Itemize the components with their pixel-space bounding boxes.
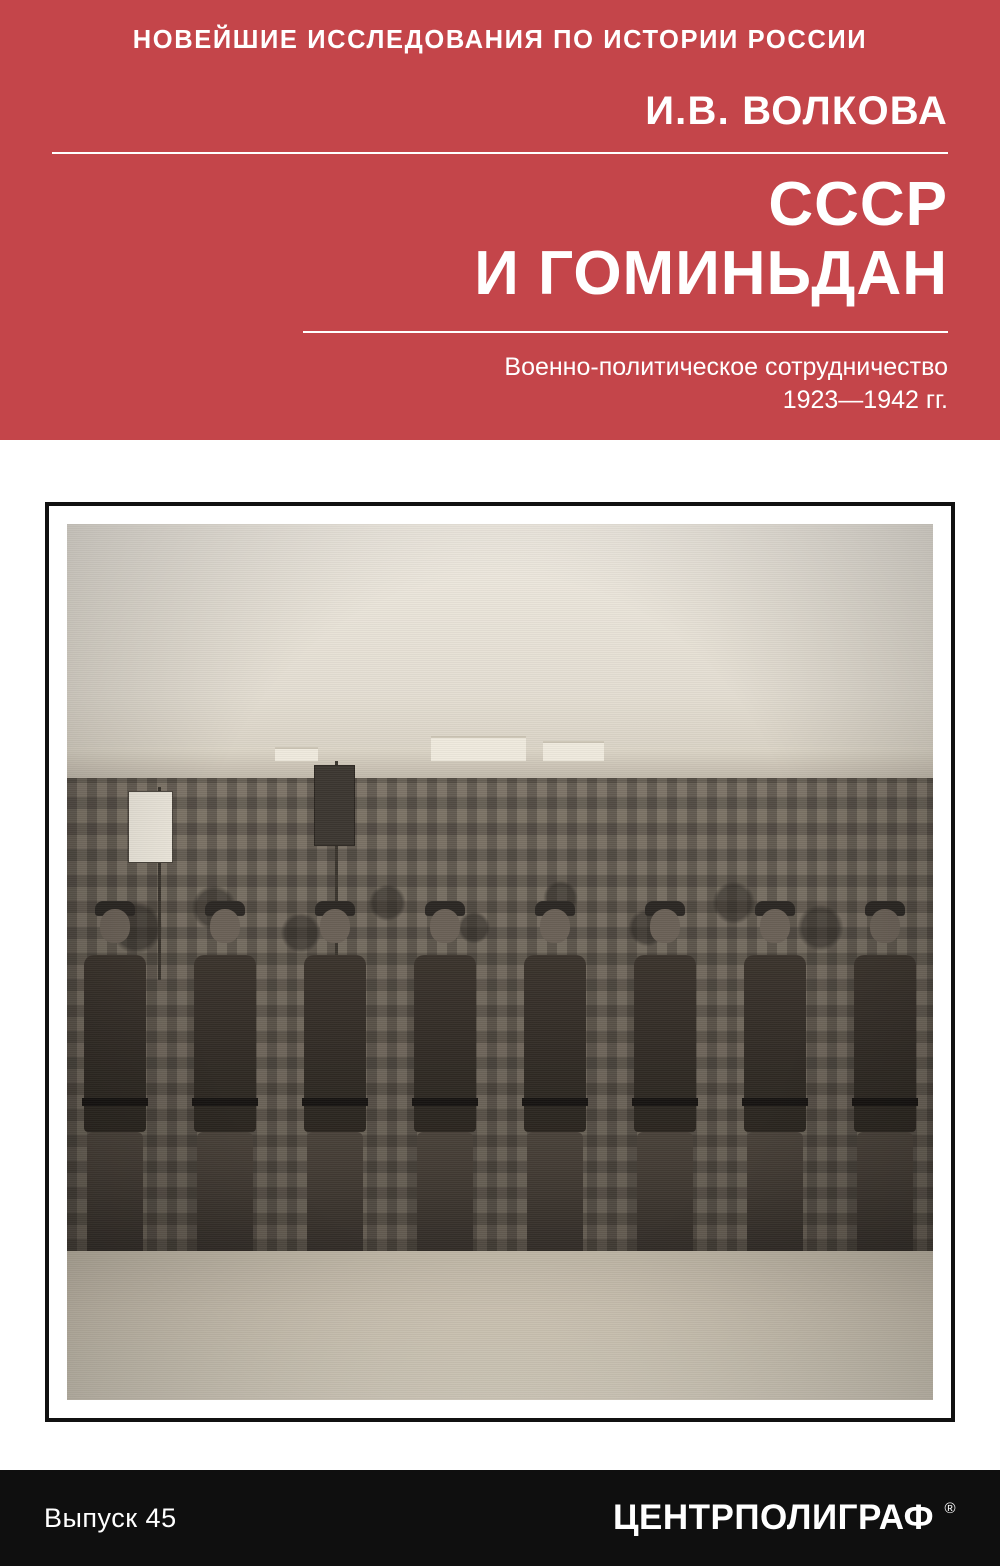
historical-photograph: [67, 524, 933, 1400]
page-title: [52, 170, 948, 309]
photo-sky: [67, 524, 933, 769]
photo-ground: [67, 1251, 933, 1400]
book-title-line-2: И ГОМИНЬДАН: [474, 239, 948, 309]
photo-soldier-belt: [192, 1098, 258, 1106]
registered-trademark-icon: ®: [944, 1500, 956, 1517]
issue-number: Выпуск 45: [44, 1502, 177, 1533]
photo-soldier-belt: [742, 1098, 808, 1106]
photo-soldier-head: [540, 909, 570, 943]
photo-flag: [128, 791, 173, 863]
divider-top: [52, 152, 948, 154]
photo-soldier-head: [100, 909, 130, 943]
photo-soldier-belt: [82, 1098, 148, 1106]
author-name: И.В. ВОЛКОВА: [645, 89, 948, 134]
photo-soldier-head: [870, 909, 900, 943]
photo-soldier-head: [320, 909, 350, 943]
cover-photo-area: [0, 440, 1000, 1470]
photo-soldier-belt: [632, 1098, 698, 1106]
photo-soldier-belt: [852, 1098, 918, 1106]
book-title-line-1: СССР: [768, 170, 948, 240]
cover-header-band: [0, 0, 1000, 440]
series-title: НОВЕЙШИЕ ИССЛЕДОВАНИЯ ПО ИСТОРИИ РОССИИ: [132, 26, 868, 54]
photo-soldier-belt: [412, 1098, 478, 1106]
photo-building: [275, 747, 318, 761]
title-block: [52, 90, 948, 417]
photo-building: [543, 741, 604, 761]
photo-flag: [314, 765, 355, 846]
book-subtitle: [52, 351, 948, 417]
photo-soldier-belt: [522, 1098, 588, 1106]
photo-building: [431, 736, 526, 761]
photo-frame: [45, 502, 955, 1422]
photo-soldier-head: [760, 909, 790, 943]
publisher-logo: [613, 1498, 956, 1538]
subtitle-line-1: Военно-политическое сотрудничество: [504, 352, 948, 381]
photo-soldier-head: [430, 909, 460, 943]
subtitle-line-2: 1923—1942 гг.: [782, 385, 948, 414]
divider-bottom: [303, 331, 948, 333]
photo-soldier-head: [210, 909, 240, 943]
publisher-name: ЦЕНТРПОЛИГРАФ: [612, 1498, 934, 1537]
photo-soldier-belt: [302, 1098, 368, 1106]
photo-soldier-head: [650, 909, 680, 943]
cover-footer-band: [0, 1470, 1000, 1566]
